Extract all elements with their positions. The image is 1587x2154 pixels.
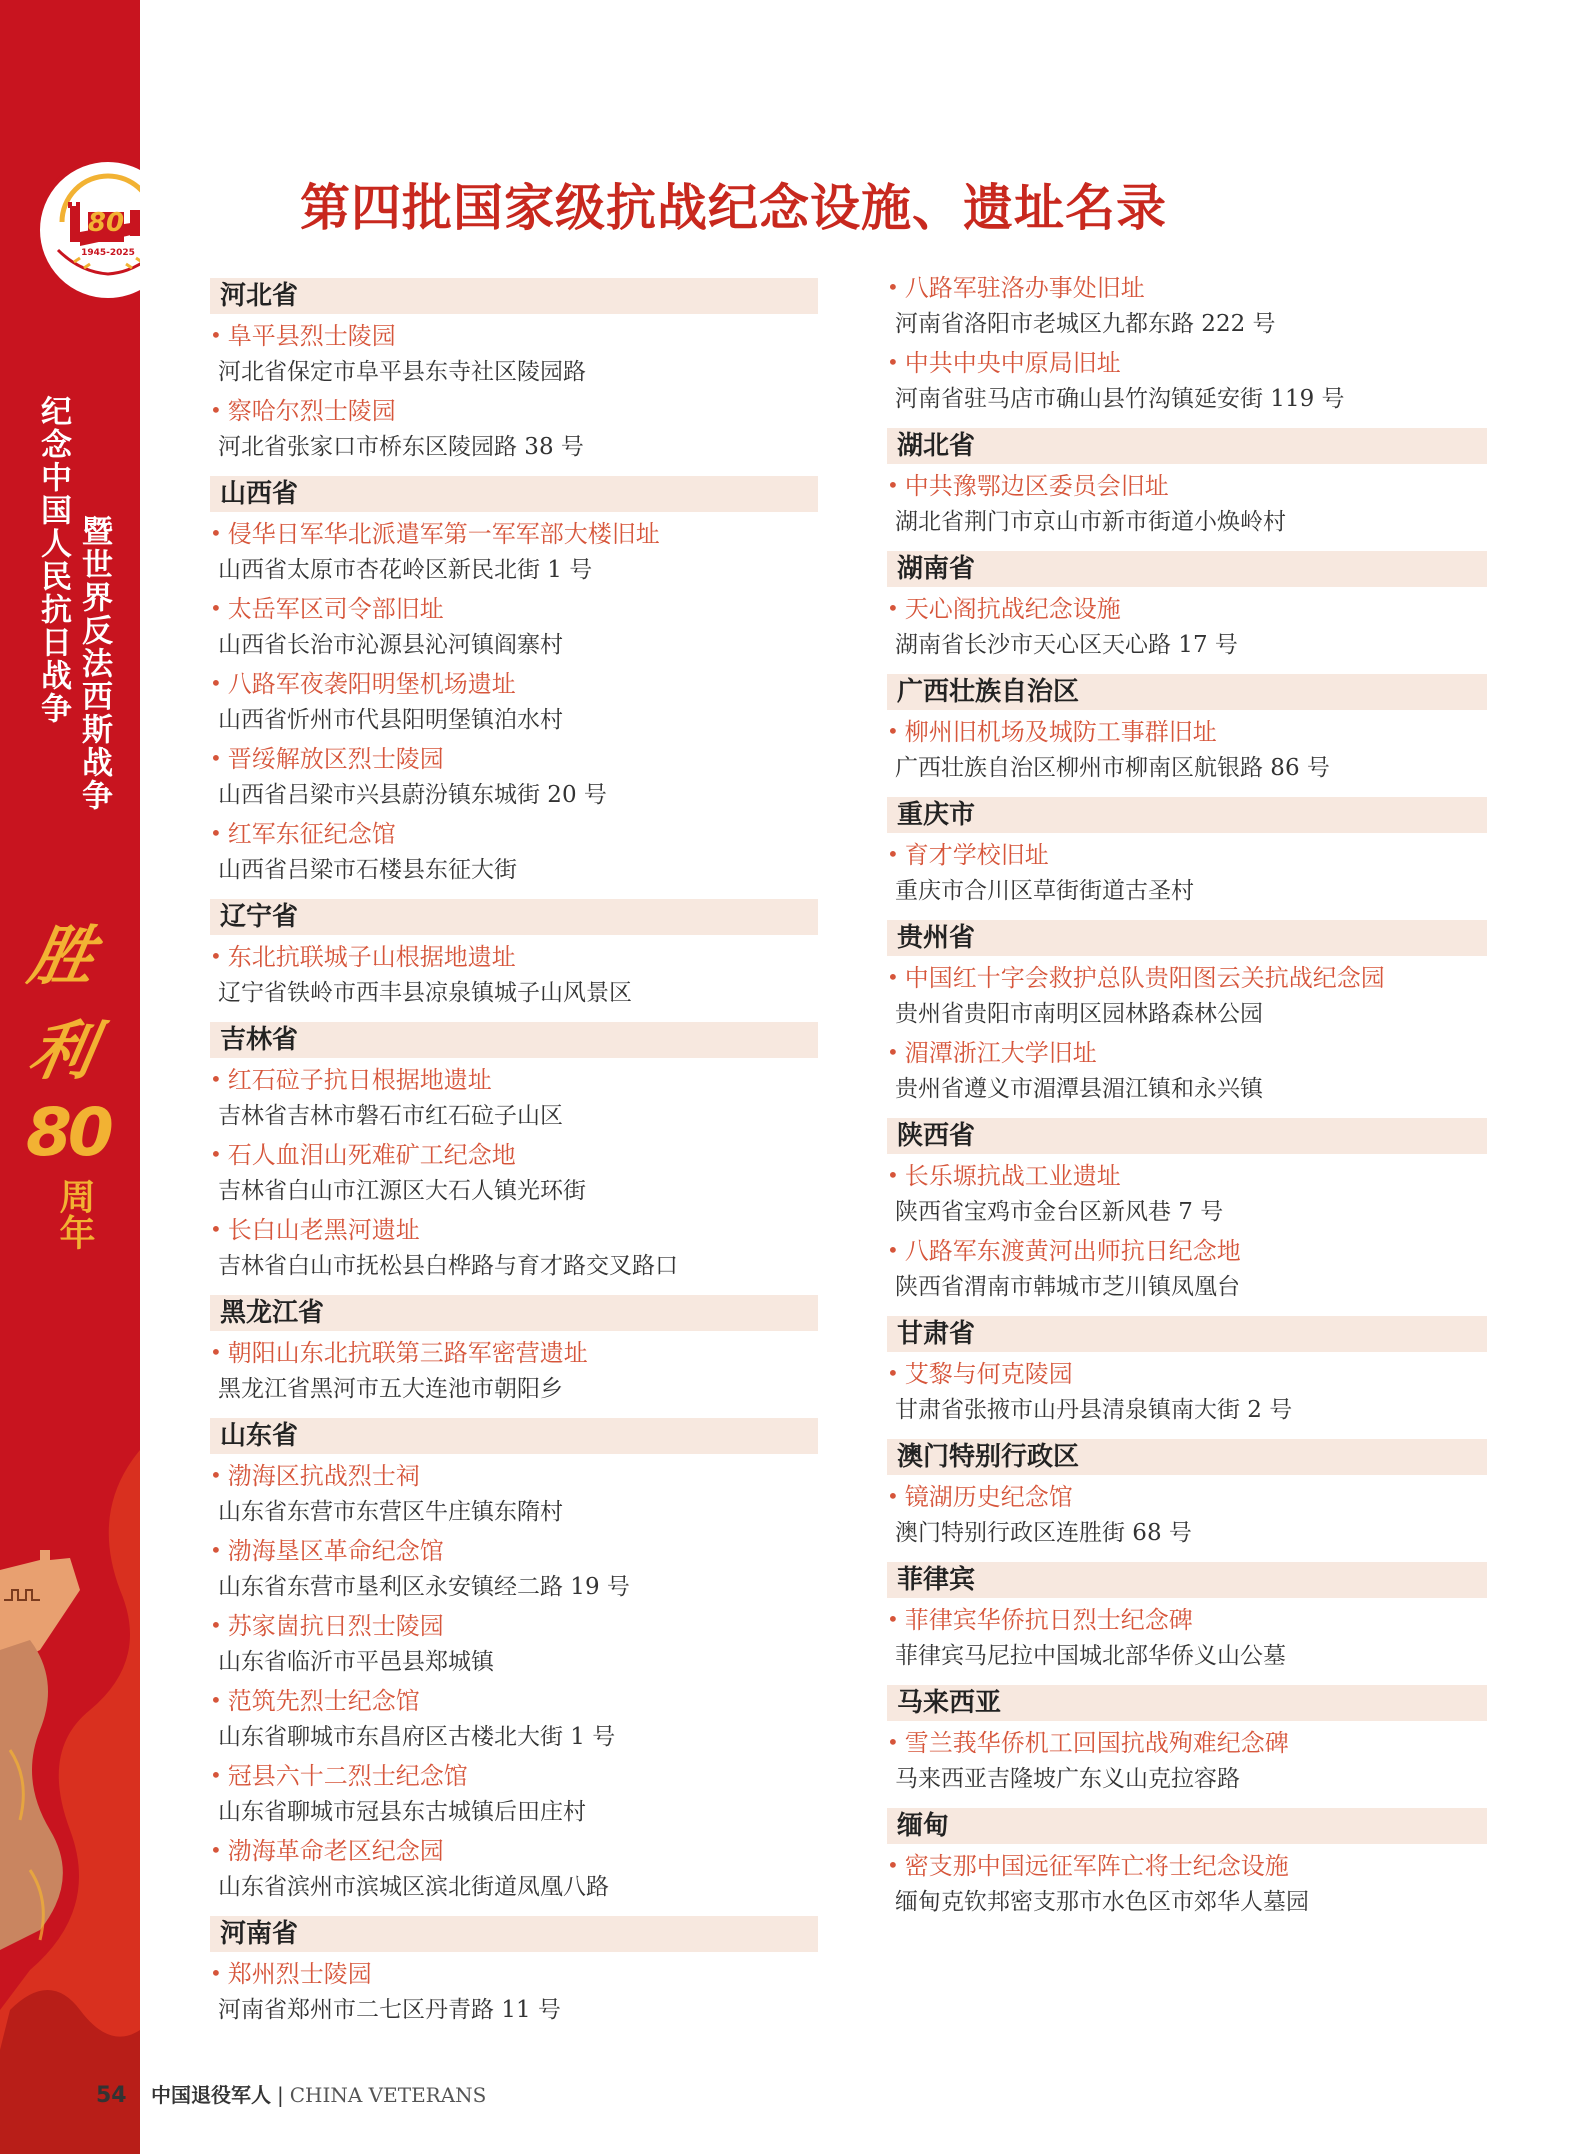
- site-name: • 长乐塬抗战工业遗址: [887, 1158, 1487, 1195]
- site-entry: [887, 270, 1487, 341]
- province-section: [887, 920, 1487, 1106]
- site-name: • 八路军东渡黄河出师抗日纪念地: [887, 1233, 1487, 1270]
- anniversary-emblem: [36, 158, 140, 302]
- site-entry: [210, 1608, 818, 1679]
- site-address: 河南省洛阳市老城区九都东路 222 号: [895, 311, 1276, 337]
- page-title: 第四批国家级抗战纪念设施、遗址名录: [300, 178, 1167, 237]
- banner-title-line1: 纪念中国人民抗日战争: [35, 395, 71, 725]
- site-address: 山东省聊城市冠县东古城镇后田庄村: [218, 1799, 586, 1825]
- site-name: • 晋绥解放区烈士陵园: [210, 741, 818, 778]
- site-name: • 雪兰莪华侨机工回国抗战殉难纪念碑: [887, 1725, 1487, 1762]
- site-address: 黑龙江省黑河市五大连池市朝阳乡: [218, 1376, 563, 1402]
- great-wall-illustration-icon: [0, 1450, 140, 2154]
- site-entry: [887, 960, 1487, 1031]
- site-entry: [210, 666, 818, 737]
- site-name: • 侵华日军华北派遣军第一军军部大楼旧址: [210, 516, 818, 553]
- province-heading: 缅甸: [887, 1808, 1487, 1844]
- province-section: [210, 899, 818, 1010]
- province-section: [210, 1022, 818, 1283]
- site-address: 贵州省贵阳市南明区园林路森林公园: [895, 1001, 1263, 1027]
- site-entry: [210, 1458, 818, 1529]
- site-entry: [210, 1335, 818, 1406]
- site-name: • 镜湖历史纪念馆: [887, 1479, 1487, 1516]
- province-heading: 山东省: [210, 1418, 818, 1454]
- site-address: 吉林省白山市江源区大石人镇光环街: [218, 1178, 586, 1204]
- site-entry: [210, 741, 818, 812]
- site-name: • 八路军夜袭阳明堡机场遗址: [210, 666, 818, 703]
- province-heading: 贵州省: [887, 920, 1487, 956]
- magazine-name: 中国退役军人: [150, 2083, 271, 2107]
- site-address: 山东省聊城市东昌府区古楼北大街 1 号: [218, 1724, 616, 1750]
- site-name: • 石人血泪山死难矿工纪念地: [210, 1137, 818, 1174]
- emblem-number: 80: [87, 208, 125, 238]
- site-entry: [210, 1833, 818, 1904]
- site-name: • 天心阁抗战纪念设施: [887, 591, 1487, 628]
- site-entry: [887, 468, 1487, 539]
- site-address: 湖南省长沙市天心区天心路 17 号: [895, 632, 1238, 658]
- province-section: [887, 270, 1487, 416]
- site-address: 山东省滨州市滨城区滨北街道凤凰八路: [218, 1874, 609, 1900]
- site-entry: [887, 1035, 1487, 1106]
- province-section: [887, 551, 1487, 662]
- site-entry: [887, 345, 1487, 416]
- province-heading: 山西省: [210, 476, 818, 512]
- site-address: 贵州省遵义市湄潭县湄江镇和永兴镇: [895, 1076, 1263, 1102]
- brush-char-2: 利: [23, 1014, 101, 1089]
- site-name: • 柳州旧机场及城防工事群旧址: [887, 714, 1487, 751]
- banner-title-line2: 暨世界反法西斯战争: [76, 515, 112, 812]
- site-entry: [210, 591, 818, 662]
- site-entry: [887, 1356, 1487, 1427]
- province-heading: 重庆市: [887, 797, 1487, 833]
- province-heading: 黑龙江省: [210, 1295, 818, 1331]
- site-name: • 八路军驻洛办事处旧址: [887, 270, 1487, 307]
- site-address: 河北省保定市阜平县东寺社区陵园路: [218, 359, 586, 385]
- province-heading: 河南省: [210, 1916, 818, 1952]
- province-section: [887, 1685, 1487, 1796]
- site-name: • 朝阳山东北抗联第三路军密营遗址: [210, 1335, 818, 1372]
- site-name: • 育才学校旧址: [887, 837, 1487, 874]
- site-address: 陕西省宝鸡市金台区新风巷 7 号: [895, 1199, 1224, 1225]
- province-section: [210, 1418, 818, 1904]
- site-address: 澳门特别行政区连胜街 68 号: [895, 1520, 1192, 1546]
- site-entry: [210, 1683, 818, 1754]
- site-entry: [887, 1158, 1487, 1229]
- footer-separator: |: [276, 2083, 284, 2107]
- right-column: [887, 270, 1487, 1931]
- site-name: • 渤海区抗战烈士祠: [210, 1458, 818, 1495]
- anniversary-label: 周年: [54, 1178, 95, 1250]
- site-entry: [210, 1533, 818, 1604]
- magazine-english-name: CHINA VETERANS: [289, 2083, 487, 2107]
- site-address: 马来西亚吉隆坡广东义山克拉容路: [895, 1766, 1240, 1792]
- emblem-years: 1945-2025: [81, 248, 135, 258]
- site-address: 山西省忻州市代县阳明堡镇泊水村: [218, 707, 563, 733]
- site-name: • 长白山老黑河遗址: [210, 1212, 818, 1249]
- site-entry: [887, 837, 1487, 908]
- site-name: • 中国红十字会救护总队贵阳图云关抗战纪念园: [887, 960, 1487, 997]
- site-address: 缅甸克钦邦密支那市水色区市郊华人墓园: [895, 1889, 1309, 1915]
- province-section: [887, 1439, 1487, 1550]
- province-section: [887, 1808, 1487, 1919]
- site-entry: [887, 1848, 1487, 1919]
- site-name: • 红军东征纪念馆: [210, 816, 818, 853]
- site-address: 河南省郑州市二七区丹青路 11 号: [218, 1997, 561, 2023]
- site-entry: [887, 1602, 1487, 1673]
- big-80: 80: [26, 1094, 110, 1171]
- site-entry: [210, 1758, 818, 1829]
- site-address: 广西壮族自治区柳州市柳南区航银路 86 号: [895, 755, 1330, 781]
- site-address: 河南省驻马店市确山县竹沟镇延安街 119 号: [895, 386, 1345, 412]
- province-heading: 马来西亚: [887, 1685, 1487, 1721]
- page-number: 54: [96, 2083, 127, 2108]
- site-name: • 阜平县烈士陵园: [210, 318, 818, 355]
- site-entry: [210, 816, 818, 887]
- site-entry: [210, 393, 818, 464]
- site-name: • 中共豫鄂边区委员会旧址: [887, 468, 1487, 505]
- site-name: • 苏家崮抗日烈士陵园: [210, 1608, 818, 1645]
- site-address: 甘肃省张掖市山丹县清泉镇南大街 2 号: [895, 1397, 1293, 1423]
- province-section: [887, 674, 1487, 785]
- site-address: 重庆市合川区草街街道古圣村: [895, 878, 1194, 904]
- site-name: • 菲律宾华侨抗日烈士纪念碑: [887, 1602, 1487, 1639]
- site-name: • 郑州烈士陵园: [210, 1956, 818, 1993]
- left-column: [210, 278, 818, 2039]
- site-address: 山东省临沂市平邑县郑城镇: [218, 1649, 494, 1675]
- site-name: • 范筑先烈士纪念馆: [210, 1683, 818, 1720]
- site-address: 吉林省吉林市磐石市红石砬子山区: [218, 1103, 563, 1129]
- site-address: 河北省张家口市桥东区陵园路 38 号: [218, 434, 584, 460]
- site-entry: [210, 1212, 818, 1283]
- site-entry: [210, 939, 818, 1010]
- site-entry: [210, 1137, 818, 1208]
- site-name: • 艾黎与何克陵园: [887, 1356, 1487, 1393]
- site-entry: [210, 1956, 818, 2027]
- site-entry: [887, 1233, 1487, 1304]
- province-section: [210, 1916, 818, 2027]
- province-section: [887, 428, 1487, 539]
- site-entry: [210, 516, 818, 587]
- province-heading: 吉林省: [210, 1022, 818, 1058]
- site-address: 湖北省荆门市京山市新市街道小焕岭村: [895, 509, 1286, 535]
- province-heading: 陕西省: [887, 1118, 1487, 1154]
- site-name: • 密支那中国远征军阵亡将士纪念设施: [887, 1848, 1487, 1885]
- site-address: 吉林省白山市抚松县白桦路与育才路交叉路口: [218, 1253, 678, 1279]
- page-footer: [96, 2080, 486, 2110]
- site-name: • 渤海垦区革命纪念馆: [210, 1533, 818, 1570]
- site-entry: [210, 1062, 818, 1133]
- province-section: [210, 476, 818, 887]
- site-address: 山西省吕梁市石楼县东征大街: [218, 857, 517, 883]
- province-heading: 甘肃省: [887, 1316, 1487, 1352]
- site-name: • 红石砬子抗日根据地遗址: [210, 1062, 818, 1099]
- site-entry: [887, 591, 1487, 662]
- site-entry: [887, 1479, 1487, 1550]
- site-name: • 察哈尔烈士陵园: [210, 393, 818, 430]
- site-address: 菲律宾马尼拉中国城北部华侨义山公墓: [895, 1643, 1286, 1669]
- site-name: • 中共中央中原局旧址: [887, 345, 1487, 382]
- site-entry: [887, 714, 1487, 785]
- site-address: 山东省东营市垦利区永安镇经二路 19 号: [218, 1574, 630, 1600]
- site-address: 山西省吕梁市兴县蔚汾镇东城街 20 号: [218, 782, 607, 808]
- brush-char-1: 胜: [23, 919, 101, 994]
- province-heading: 河北省: [210, 278, 818, 314]
- province-heading: 湖南省: [887, 551, 1487, 587]
- province-heading: 澳门特别行政区: [887, 1439, 1487, 1475]
- province-heading: 广西壮族自治区: [887, 674, 1487, 710]
- province-section: [887, 1316, 1487, 1427]
- province-section: [210, 1295, 818, 1406]
- site-address: 山西省太原市杏花岭区新民北街 1 号: [218, 557, 593, 583]
- site-entry: [210, 318, 818, 389]
- site-address: 山西省长治市沁源县沁河镇阎寨村: [218, 632, 563, 658]
- site-name: • 东北抗联城子山根据地遗址: [210, 939, 818, 976]
- site-address: 陕西省渭南市韩城市芝川镇凤凰台: [895, 1274, 1240, 1300]
- province-heading: 辽宁省: [210, 899, 818, 935]
- site-name: • 湄潭浙江大学旧址: [887, 1035, 1487, 1072]
- site-address: 山东省东营市东营区牛庄镇东隋村: [218, 1499, 563, 1525]
- site-name: • 渤海革命老区纪念园: [210, 1833, 818, 1870]
- site-address: 辽宁省铁岭市西丰县凉泉镇城子山风景区: [218, 980, 632, 1006]
- province-section: [210, 278, 818, 464]
- province-heading: 湖北省: [887, 428, 1487, 464]
- site-entry: [887, 1725, 1487, 1796]
- province-section: [887, 1562, 1487, 1673]
- site-name: • 太岳军区司令部旧址: [210, 591, 818, 628]
- province-heading: 菲律宾: [887, 1562, 1487, 1598]
- province-section: [887, 1118, 1487, 1304]
- side-banner: [0, 0, 140, 2154]
- site-name: • 冠县六十二烈士纪念馆: [210, 1758, 818, 1795]
- province-section: [887, 797, 1487, 908]
